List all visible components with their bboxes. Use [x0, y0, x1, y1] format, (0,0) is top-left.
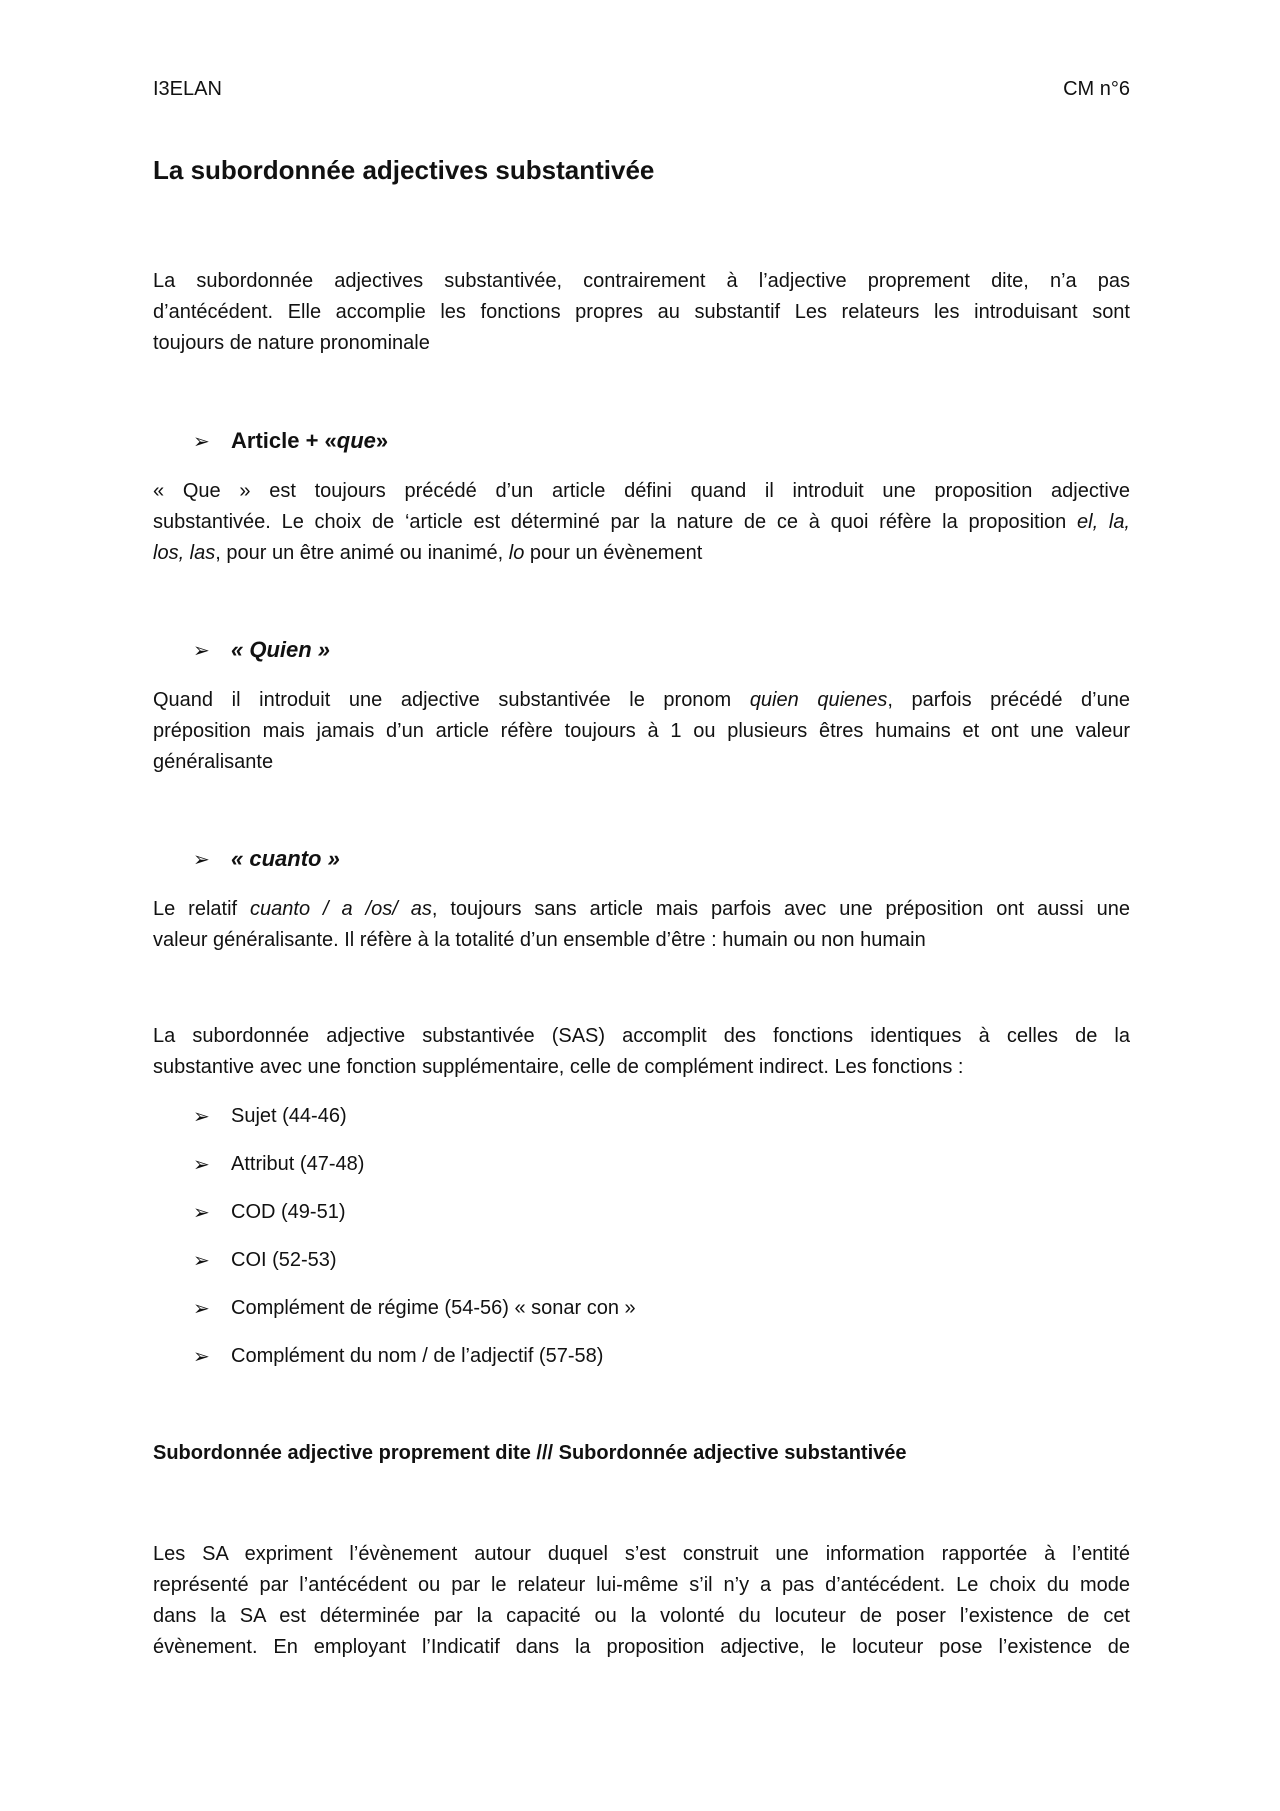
arrowhead-bullet-icon: ➢	[193, 1154, 210, 1176]
quien-paragraph	[153, 685, 1130, 778]
arrowhead-bullet-icon: ➢	[193, 430, 210, 453]
final-line: Les SA expriment l’évènement autour duquel s’est construit une information rapportée à l’entité	[153, 1543, 1130, 1565]
text-run: substantivée. Le choix de ‘article est déterminé par la nature de ce à quoi réfère la proposition	[153, 511, 1078, 533]
list-item	[193, 1248, 337, 1273]
heading-text: « cuanto »	[231, 846, 340, 871]
list-item	[193, 1104, 347, 1129]
text-run: , toujours sans article mais parfois avec une préposition ont aussi une	[431, 898, 1130, 920]
italic-run: cuanto / a /os/ as	[250, 898, 432, 920]
intro-line: d’antécédent. Elle accomplie les fonctions propres au substantif Les relateurs les introduisant sont	[153, 301, 1130, 323]
list-item	[193, 1200, 345, 1225]
final-line: dans la SA est déterminée par la capacité ou la volonté du locuteur de poser l’existence de cet	[153, 1605, 1130, 1627]
intro-line: toujours de nature pronominale	[153, 332, 430, 354]
cuanto-line	[153, 894, 1130, 925]
cuanto-paragraph	[153, 894, 1130, 956]
final-line: représenté par l’antécédent ou par le relateur lui-même s’il n’y a pas d’antécédent. Le choix du mode	[153, 1574, 1130, 1596]
arrowhead-bullet-icon: ➢	[193, 1250, 210, 1272]
que-line	[153, 538, 1130, 569]
arrowhead-bullet-icon: ➢	[193, 1346, 210, 1368]
header-course-code: I3ELAN	[153, 78, 222, 100]
header-lecture-number: CM n°6	[1063, 78, 1130, 100]
heading-italic: que	[336, 428, 376, 453]
list-item-label: Complément de régime (54-56) « sonar con »	[231, 1297, 636, 1319]
arrowhead-bullet-icon: ➢	[193, 848, 210, 871]
comparison-heading: Subordonnée adjective proprement dite /// Subordonnée adjective substantivée	[153, 1442, 907, 1464]
italic-run: los, las	[153, 542, 216, 564]
italic-run: quien quienes	[749, 689, 888, 711]
intro-paragraph	[153, 266, 1130, 359]
cuanto-line: valeur généralisante. Il réfère à la totalité d’un ensemble d’être : humain ou non humain	[153, 929, 926, 951]
que-line: « Que » est toujours précédé d’un article défini quand il introduit une proposition adjective	[153, 480, 1130, 502]
arrowhead-bullet-icon: ➢	[193, 1298, 210, 1320]
italic-run: lo	[508, 542, 525, 564]
italic-run: el, la,	[1077, 511, 1130, 533]
page-title: La subordonnée adjectives substantivée	[153, 155, 655, 185]
text-run: Quand il introduit une adjective substantivée le pronom	[153, 689, 750, 711]
sas-paragraph	[153, 1021, 1130, 1083]
final-paragraph	[153, 1539, 1130, 1663]
quien-line: préposition mais jamais d’un article réfère toujours à 1 ou plusieurs êtres humains et ont une valeur	[153, 720, 1130, 742]
arrowhead-bullet-icon: ➢	[193, 639, 210, 662]
quien-line: généralisante	[153, 751, 274, 773]
list-item	[193, 1296, 636, 1321]
heading-text: « Quien »	[231, 637, 331, 662]
sas-line: La subordonnée adjective substantivée (SAS) accomplit des fonctions identiques à celles de la	[153, 1025, 1130, 1047]
text-run: , pour un être animé ou inanimé,	[215, 542, 509, 564]
list-item-label: Complément du nom / de l’adjectif (57-58)	[231, 1345, 604, 1367]
list-item-label: Sujet (44-46)	[231, 1105, 347, 1127]
list-item	[193, 1152, 364, 1177]
arrowhead-bullet-icon: ➢	[193, 1106, 210, 1128]
final-line: évènement. En employant l’Indicatif dans la proposition adjective, le locuteur pose l’existence de	[153, 1636, 1130, 1658]
page-header	[153, 78, 1130, 104]
text-run: , parfois précédé d’une	[887, 689, 1130, 711]
list-item-label: Attribut (47-48)	[231, 1153, 365, 1175]
sas-line: substantive avec une fonction supplémentaire, celle de complément indirect. Les fonctions :	[153, 1056, 964, 1078]
list-item-label: COD (49-51)	[231, 1201, 346, 1223]
list-item	[193, 1344, 603, 1369]
intro-line: La subordonnée adjectives substantivée, contrairement à l’adjective proprement dite, n’a pas	[153, 270, 1130, 292]
arrowhead-bullet-icon: ➢	[193, 1202, 210, 1224]
text-run: Le relatif	[153, 898, 251, 920]
heading-text: »	[375, 428, 389, 453]
section-heading-cuanto	[193, 846, 340, 872]
text-run: pour un évènement	[524, 542, 703, 564]
quien-line	[153, 685, 1130, 716]
que-paragraph	[153, 476, 1130, 569]
que-line	[153, 507, 1130, 538]
section-heading-que	[193, 428, 388, 454]
list-item-label: COI (52-53)	[231, 1249, 337, 1271]
heading-text: Article + «	[231, 428, 337, 453]
section-heading-quien	[193, 637, 330, 663]
